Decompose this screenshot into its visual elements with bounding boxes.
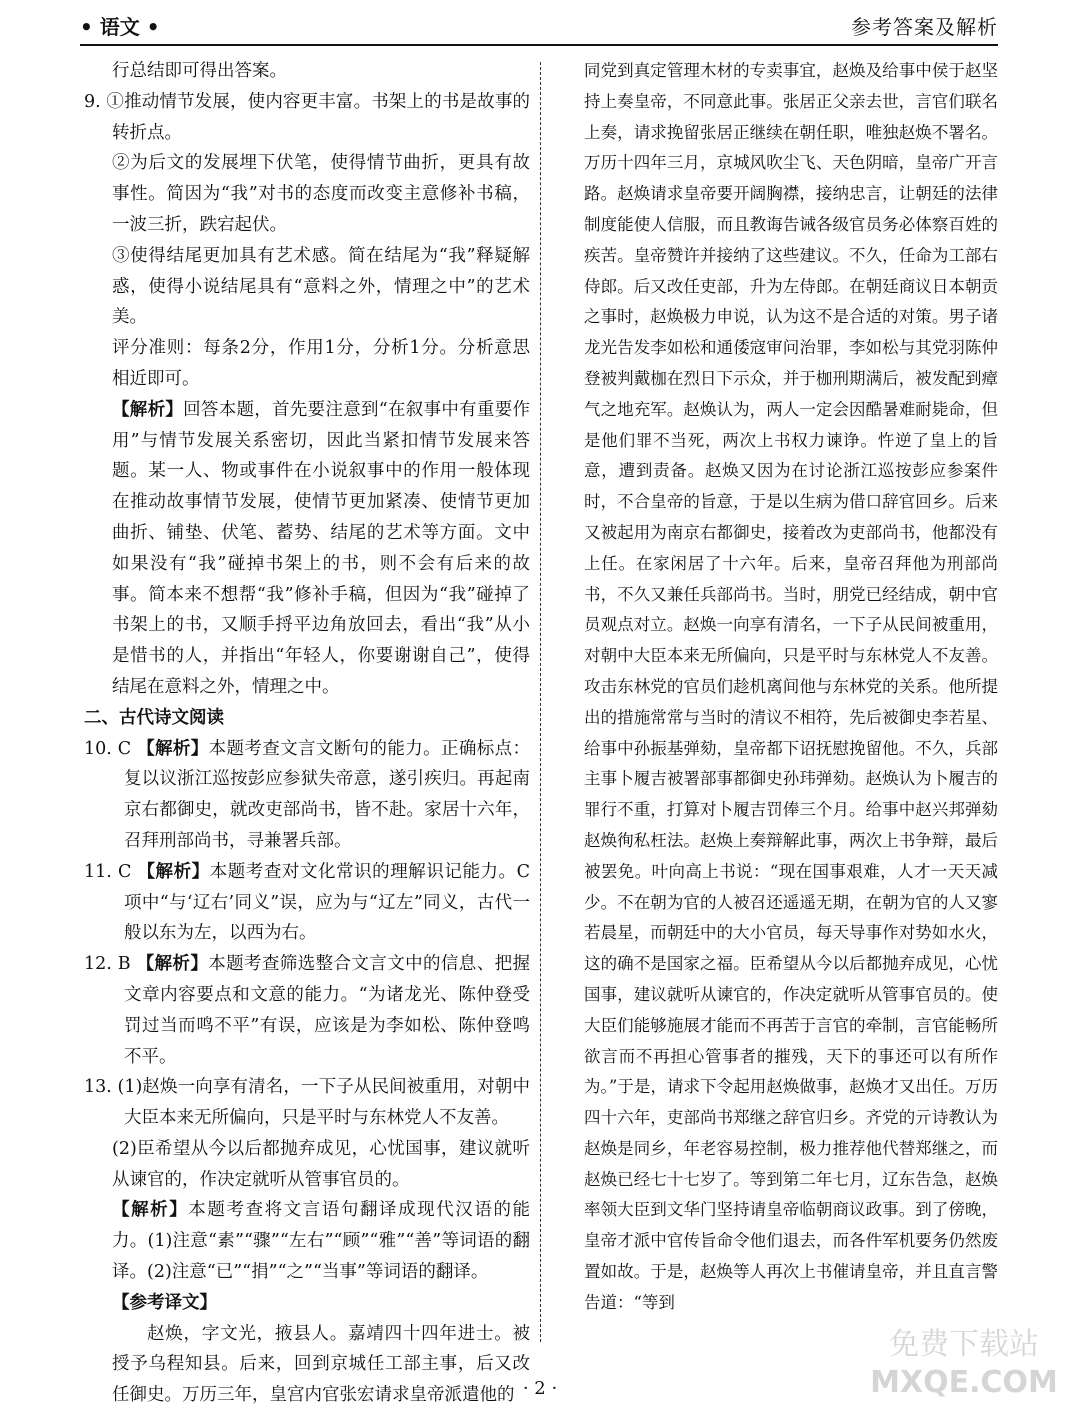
analysis-9 — [84, 395, 530, 703]
translation-continued: 同党到真定管理木材的专卖事宜，赵焕及给事中侯于赵坚持上奏皇帝，不同意此事。张居正父亲去世，言官们联名上奏，请求挽留张居正继续在朝任职，唯独赵焕不署名。万历十四年三月，京城风吹尘飞、天色阴暗，皇帝广开言路。赵焕请求皇帝要开阔胸襟，接纳忠言，让朝廷的法律制度能使人信服，而且教诲告诫各级官员务必体察百姓的疾苦。皇帝赞许并接纳了这些建议。不久，任命为工部右侍郎。后又改任吏部，升为左侍郎。在朝廷商议日本朝贡之事时，赵焕极力申说，认为这不是合适的对策。男子诸龙光告发李如松和通倭寇审问治罪，李如松与其党羽陈仲登被判戴枷在烈日下示众，并于枷刑期满后，被发配到瘴气之地充军。赵焕认为，两人一定会因酷暑难耐毙命，但是他们罪不当死，两次上书权力谏诤。忤逆了皇上的旨意，遭到责备。赵焕又因为在讨论浙江巡按彭应参案件时，不合皇帝的旨意，于是以生病为借口辞官回乡。后来又被起用为南京右都御史，接着改为吏部尚书，他都没有上任。在家闲居了十六年。后来，皇帝召拜他为刑部尚书，不久又兼任兵部尚书。当时，朋党已经结成，朝中官员观点对立。赵焕一向享有清名，一下子从民间被重用，对朝中大臣本来无所偏向，只是平时与东林党人不友善。攻击东林党的官员们趁机离间他与东林党的关系。他所提出的措施常常与当时的清议不相符，先后被御史李若星、给事中孙振基弹劾，皇帝都下诏抚慰挽留他。不久，兵部主事卜履吉被署部事都御史孙玮弹劾。赵焕认为卜履吉的罪行不重，打算对卜履吉罚俸三个月。给事中赵兴邦弹劾赵焕徇私枉法。赵焕上奏辩解此事，两次上书争辩，最后被罢免。叶向高上书说：“现在国事艰难，人才一天天减少。不在朝为官的人被召还遥遥无期，在朝为官的人又寥若晨星，而朝廷中的大小官员，每天导事作对势如水火，这的确不是国家之福。臣希望从今以后都抛弃成见，心忧国事，建议就听从谏官的，作决定就听从管事官员的。使大臣们能够施展才能而不再苦于言官的牵制，言官能畅所欲言而不再担心管事者的摧残，天下的事还可以有所作为。”于是，请求下令起用赵焕做事，赵焕才又出任。万历四十六年，吏部尚书郑继之辞官归乡。齐党的亓诗教认为赵焕是同乡，年老容易控制，极力推荐他代替郑继之，而赵焕已经七十七岁了。等到第二年七月，辽东告急，赵焕率领大臣到文华门坚持请皇帝临朝商议政事。到了傍晚，皇帝才派中官传旨命令他们退去，而各件军机要务仍然废置如故。于是，赵焕等人再次上书催请皇帝，并且直言警告道：“等到 — [584, 61, 998, 1312]
column-divider — [540, 62, 541, 1342]
answer-11 — [84, 857, 530, 949]
analysis-tag: 【解析】 — [137, 738, 209, 759]
left-column — [84, 56, 530, 1411]
scoring-rule: 评分准则：每条2分，作用1分，分析1分。分析意思相近即可。 — [112, 338, 530, 389]
answer-head: 12. B — [84, 954, 131, 975]
analysis-tag: 【解析】 — [112, 399, 184, 420]
analysis-text: 本题考查筛选整合文言文中的信息、把握文章内容要点和文意的能力。“为诸龙光、陈仲登受罚过当而鸣不平”有误，应该是为李如松、陈仲登鸣不平。 — [124, 954, 530, 1067]
translation-heading: 【参考译文】 — [112, 1292, 217, 1313]
section-heading: 二、古代诗文阅读 — [84, 707, 224, 728]
answer-head: 10. C — [84, 738, 132, 759]
analysis-text: 回答本题，首先要注意到“在叙事中有重要作用”与情节发展关系密切，因此当紧扣情节发展来答题。某一人、物或事件在小说叙事中的作用一般体现在推动故事情节发展，使情节更加紧凑、使情节更加曲折、铺垫、伏笔、蓄势、结尾的艺术等方面。文中如果没有“我”碰掉书架上的书，则不会有后来的故事。简本来不想帮“我”修补手稿，但因为“我”碰掉了书架上的书，又顺手捋平边角放回去，看出“我”从小是惜书的人，并指出“年轻人，你要谢谢自己”，使得结尾在意料之外，情理之中。 — [112, 399, 530, 697]
answer-13-part-2: (2)臣希望从今以后都抛弃成见，心忧国事，建议就听从谏官的，作决定就听从管事官员的。 — [112, 1138, 530, 1190]
right-column — [584, 56, 998, 1319]
page-header — [80, 14, 998, 46]
watermark-line-1: 免费下载站 — [889, 1327, 1039, 1362]
answer-9-point-3: ③使得结尾更加具有艺术感。简在结尾为“我”释疑解惑，使得小说结尾具有“意料之外，情理之中”的艺术美。 — [112, 245, 530, 328]
analysis-text: 本题考查对文化常识的理解识记能力。C项中“与‘辽右’同义”误，应为与“辽左”同义，古代一般以东为左，以西为右。 — [124, 861, 530, 944]
answer-9-point-1: 9. ①推动情节发展，使内容更丰富。书架上的书是故事的转折点。 — [84, 91, 530, 143]
analysis-tag: 【解析】 — [136, 954, 209, 975]
analysis-text: 本题考查将文言语句翻译成现代汉语的能力。(1)注意“素”“骤”“左右”“顾”“雅”“善”等词语的翻译。(2)注意“已”“捐”“之”“当事”等词语的翻译。 — [112, 1200, 530, 1283]
answer-12 — [84, 949, 530, 1072]
answer-13-part-1: 13. (1)赵焕一向享有清名，一下子从民间被重用，对朝中大臣本来无所偏向，只是平时与东林党人不友善。 — [84, 1077, 530, 1129]
answer-head: 11. C — [84, 861, 132, 882]
answer-9-point-2: ②为后文的发展埋下伏笔，使得情节曲折，更具有故事性。简因为“我”对书的态度而改变主意修补书稿，一波三折，跌宕起伏。 — [112, 153, 530, 235]
answer-10 — [84, 734, 530, 857]
analysis-text: 本题考查文言文断句的能力。正确标点：复以议浙江巡按彭应参狱失帝意，遂引疾归。再起南京右都御史，就改吏部尚书，皆不赴。家居十六年，召拜刑部尚书，寻兼署兵部。 — [124, 738, 530, 851]
translation-paragraph: 赵焕，字文光，掖县人。嘉靖四十四年进士。被授予乌程知县。后来，回到京城任工部主事，后又改任御史。万历三年，皇宫内官张宏请求皇帝派遣他的 — [112, 1323, 530, 1406]
analysis-tag: 【解析】 — [112, 1200, 189, 1221]
header-title: 参考答案及解析 — [851, 15, 998, 39]
page-number: · 2 · — [522, 1378, 558, 1399]
analysis-13 — [84, 1195, 530, 1287]
watermark-line-2: MXQE.COM — [870, 1365, 1058, 1400]
analysis-tag: 【解析】 — [137, 861, 210, 882]
subject-label: • 语文 • — [80, 15, 160, 39]
paragraph: 行总结即可得出答案。 — [112, 61, 287, 81]
